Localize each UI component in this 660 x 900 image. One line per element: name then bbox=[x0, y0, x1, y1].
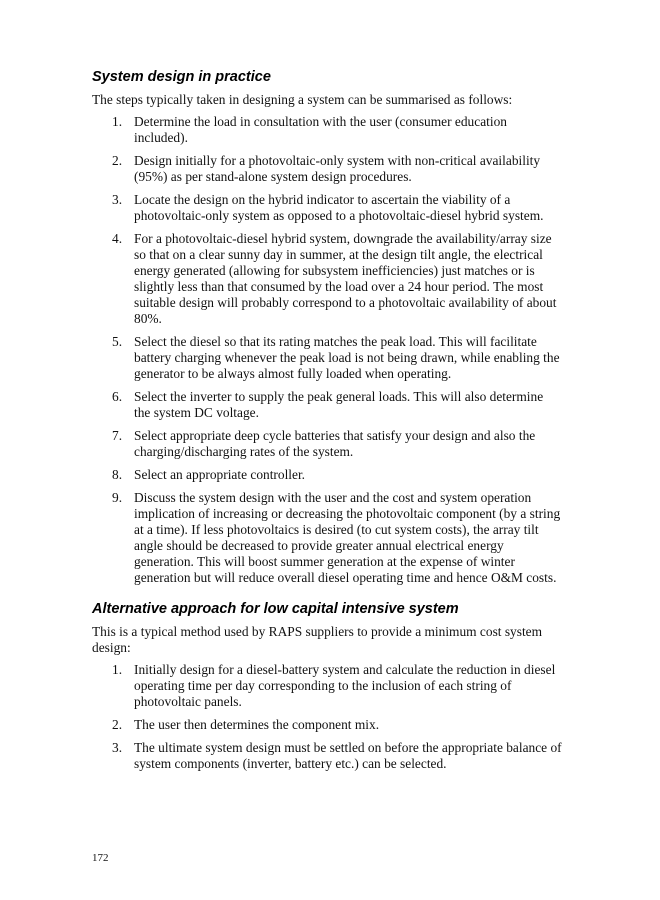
list-item bbox=[92, 490, 562, 586]
steps-list bbox=[92, 114, 562, 586]
list-item bbox=[92, 428, 562, 460]
list-item-text: For a photovoltaic-diesel hybrid system, downgrade the availability/array size so that on a clear sunny day in summer, at the design tilt angle, the electrical energy generated (allowing for subsystem inefficiencies) just matches or is slightly less than that consumed by the load over a 24 hour period. The most suitable design will probably correspond to a photovoltaic availability of about 80%. bbox=[134, 231, 557, 326]
page-number: 172 bbox=[92, 852, 109, 864]
list-item bbox=[92, 334, 562, 382]
list-item-number: 1. bbox=[112, 662, 123, 677]
steps-list bbox=[92, 662, 562, 772]
list-item-text: Discuss the system design with the user and the cost and system operation implication of increasing or decreasing the photovoltaic component (by a string at a time). If less photovoltaics is desired (to cut system costs), the array tilt angle should be decreased to provide greater annual electrical energy generation. This will boost summer generation at the expense of winter generation but will reduce overall diesel operating time and hence O&M costs. bbox=[134, 490, 561, 585]
list-item-text: Select appropriate deep cycle batteries that satisfy your design and also the charging/discharging rates of the system. bbox=[134, 428, 536, 459]
list-item-number: 2. bbox=[112, 717, 123, 732]
section-alternative-approach bbox=[92, 600, 562, 772]
list-item-text: Initially design for a diesel-battery system and calculate the reduction in diesel operating time per day corresponding to the inclusion of each string of photovoltaic panels. bbox=[134, 662, 556, 709]
list-item bbox=[92, 717, 562, 733]
list-item-text: Locate the design on the hybrid indicator to ascertain the viability of a photovoltaic-only system as opposed to a photovoltaic-diesel hybrid system. bbox=[134, 192, 544, 223]
list-item-number: 4. bbox=[112, 231, 123, 246]
list-item-number: 3. bbox=[112, 740, 123, 755]
list-item-text: Select the inverter to supply the peak general loads. This will also determine the system DC voltage. bbox=[134, 389, 544, 420]
list-item bbox=[92, 114, 562, 146]
list-item-number: 2. bbox=[112, 153, 123, 168]
list-item bbox=[92, 192, 562, 224]
list-item-number: 9. bbox=[112, 490, 123, 505]
list-item-text: Design initially for a photovoltaic-only system with non-critical availability (95%) as per stand-alone system design procedures. bbox=[134, 153, 541, 184]
list-item bbox=[92, 740, 562, 772]
list-item-text: Select the diesel so that its rating matches the peak load. This will facilitate battery charging whenever the peak load is not being drawn, while enabling the generator to be always almost fully loaded when operating. bbox=[134, 334, 560, 381]
list-item-number: 7. bbox=[112, 428, 123, 443]
list-item bbox=[92, 153, 562, 185]
list-item-text: The ultimate system design must be settled on before the appropriate balance of system components (inverter, battery etc.) can be selected. bbox=[134, 740, 562, 771]
list-item-text: The user then determines the component mix. bbox=[134, 717, 380, 732]
section-intro: The steps typically taken in designing a system can be summarised as follows: bbox=[92, 92, 513, 107]
list-item-number: 6. bbox=[112, 389, 123, 404]
page-content bbox=[92, 68, 562, 779]
list-item-number: 3. bbox=[112, 192, 123, 207]
list-item bbox=[92, 231, 562, 327]
list-item-text: Determine the load in consultation with the user (consumer education included). bbox=[134, 114, 507, 145]
section-intro: This is a typical method used by RAPS suppliers to provide a minimum cost system design: bbox=[92, 624, 543, 655]
section-heading: System design in practice bbox=[92, 69, 271, 85]
list-item-number: 5. bbox=[112, 334, 123, 349]
list-item-number: 1. bbox=[112, 114, 123, 129]
list-item bbox=[92, 467, 562, 483]
list-item-text: Select an appropriate controller. bbox=[134, 467, 306, 482]
section-system-design bbox=[92, 68, 562, 586]
section-heading: Alternative approach for low capital intensive system bbox=[92, 601, 459, 617]
list-item bbox=[92, 389, 562, 421]
list-item-number: 8. bbox=[112, 467, 123, 482]
list-item bbox=[92, 662, 562, 710]
